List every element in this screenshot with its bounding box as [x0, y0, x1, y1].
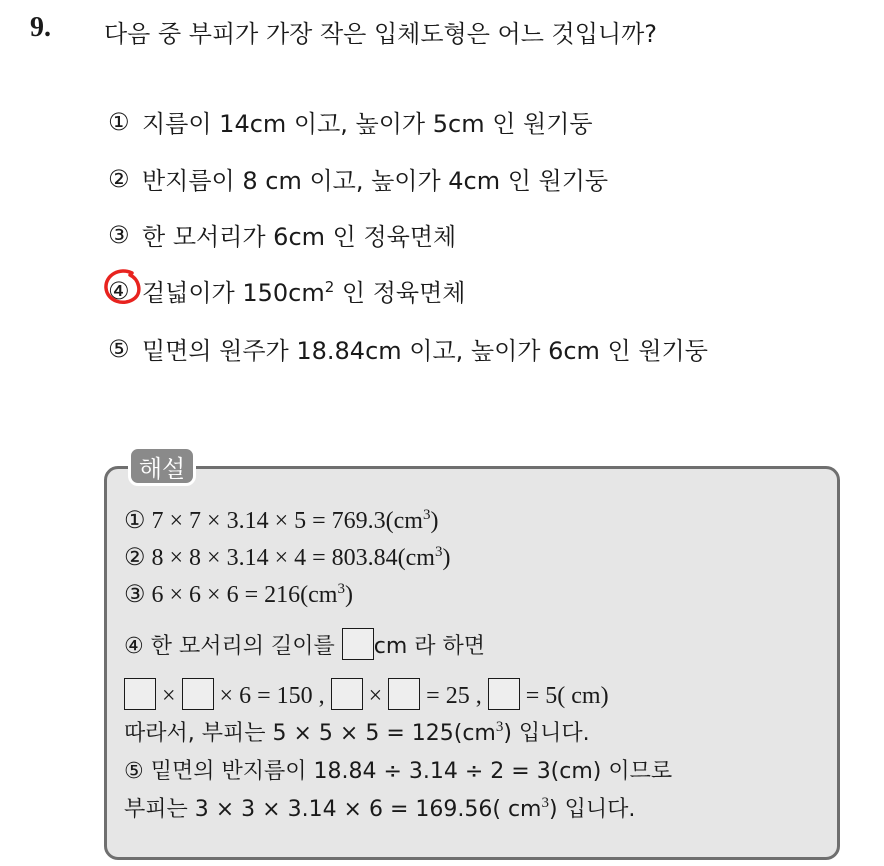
- explanation-line-1: ① $7 \times 7 \times 3.14 \times 5 = 769.3(cm^3)$: [124, 507, 439, 534]
- choice-4-text: 겉넓이가 $150cm^2$ 인 정육면체: [142, 278, 466, 307]
- blank-box: [331, 678, 363, 710]
- choice-4-mark: ④: [108, 276, 130, 305]
- choice-2-mark: ②: [108, 164, 130, 193]
- choice-1-mark: ①: [108, 107, 130, 136]
- answer-circle-mark: [102, 267, 142, 307]
- explanation-line-7: ⑤ 밑면의 반지름이 18.84 ÷ 3.14 ÷ 2 = 3(cm) 이므로: [124, 759, 673, 784]
- choice-1-text: 지름이 14cm 이고, 높이가 5cm 인 원기둥: [142, 110, 593, 138]
- explanation-line-8: 부피는 3 × 3 × 3.14 × 6 = 169.56( $cm^3$) 입니다.: [124, 795, 636, 822]
- blank-box: [182, 678, 214, 710]
- blank-box: [488, 678, 520, 710]
- explanation-line-4: ④ 한 모서리의 길이를 cm 라 하면: [124, 628, 485, 660]
- choice-5[interactable]: [108, 331, 708, 366]
- blank-box: [342, 628, 374, 660]
- explanation-line-3: ③ $6 \times 6 \times 6 = 216(cm^3)$: [124, 581, 353, 608]
- blank-box: [388, 678, 420, 710]
- choice-3-text: 한 모서리가 6cm 인 정육면체: [142, 223, 457, 251]
- choice-4[interactable]: [108, 273, 465, 308]
- explanation-line-5: × × 6 = 150 , × = 25 , = 5( cm): [124, 678, 609, 710]
- choice-3[interactable]: [108, 217, 456, 252]
- choice-2[interactable]: [108, 161, 608, 196]
- choice-5-mark: ⑤: [108, 334, 130, 363]
- explanation-tag: 해설: [128, 446, 196, 486]
- choice-2-text: 반지름이 8 cm 이고, 높이가 4cm 인 원기둥: [142, 167, 609, 195]
- question-number: 9.: [30, 12, 51, 43]
- explanation-line-6: 따라서, 부피는 $5 \times 5 \times 5 = 125(cm^3)$ 입니다.: [124, 719, 590, 746]
- question-text: 다음 중 부피가 가장 작은 입체도형은 어느 것입니까?: [104, 20, 658, 48]
- choice-3-mark: ③: [108, 220, 130, 249]
- blank-box: [124, 678, 156, 710]
- choice-1[interactable]: [108, 104, 593, 139]
- choice-5-text: 밑면의 원주가 18.84cm 이고, 높이가 6cm 인 원기둥: [142, 337, 708, 365]
- explanation-line-2: ② $8 \times 8 \times 3.14 \times 4 = 803.84(cm^3)$: [124, 544, 451, 571]
